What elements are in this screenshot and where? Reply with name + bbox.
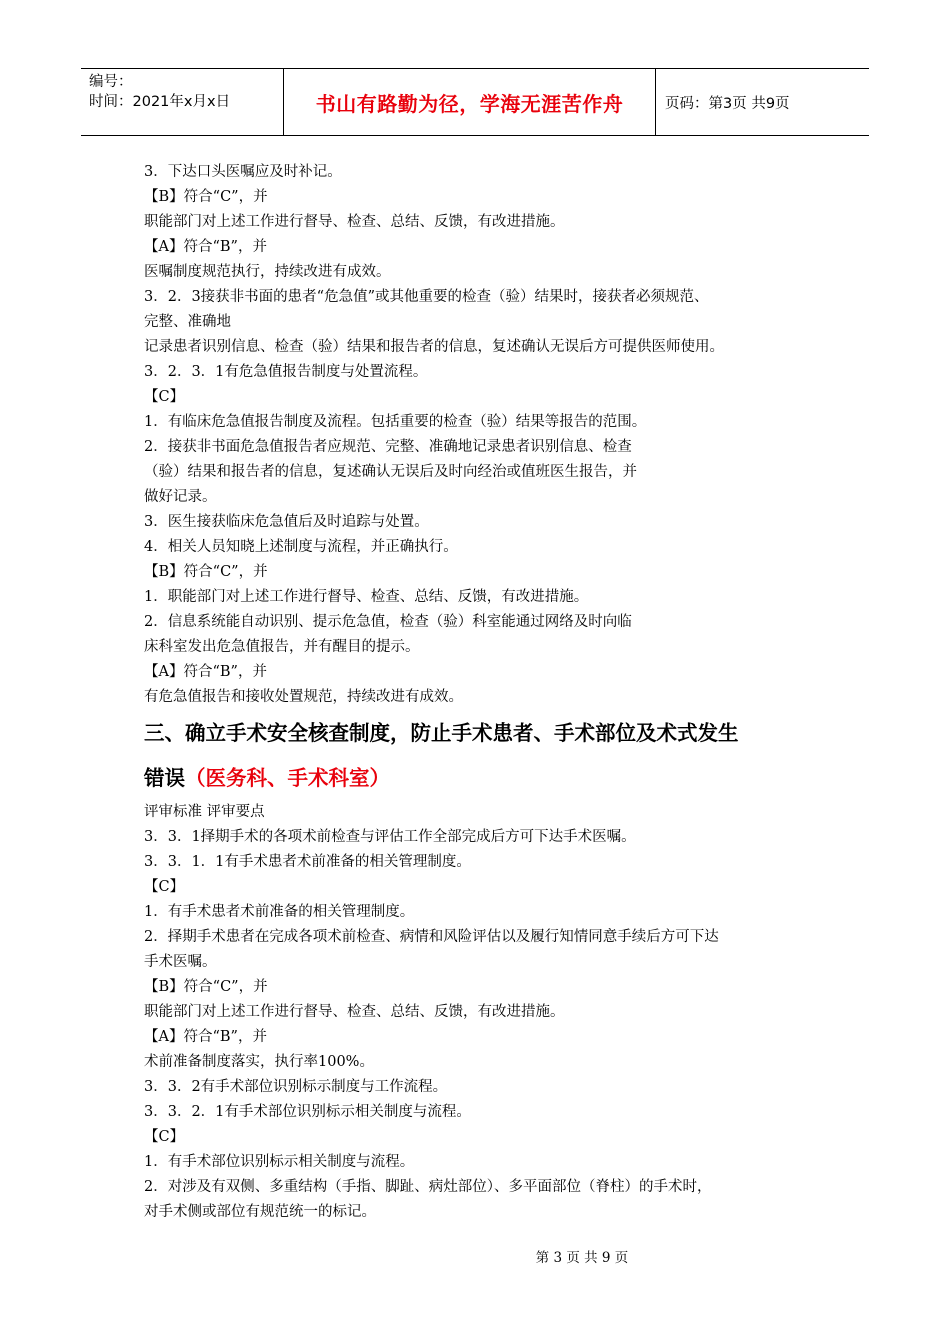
- text-line: 【C】: [144, 879, 185, 895]
- section-heading-line2: [144, 766, 834, 790]
- text-line: 术前准备制度落实，执行率100%。: [144, 1054, 374, 1070]
- text-block-surgery-safety: [144, 800, 834, 1225]
- page-header: [81, 68, 869, 136]
- text-line: 3．3．2．1有手术部位识别标示相关制度与流程。: [144, 1104, 471, 1120]
- text-line: 【B】符合“C”，并: [144, 564, 268, 580]
- text-line: 对手术侧或部位有规范统一的标记。: [144, 1204, 376, 1220]
- text-line: 有危急值报告和接收处置规范，持续改进有成效。: [144, 689, 463, 705]
- text-line: 【C】: [144, 389, 185, 405]
- text-line: 1．有手术患者术前准备的相关管理制度。: [144, 904, 415, 920]
- text-line: 【A】符合“B”，并: [144, 1029, 267, 1045]
- text-line: 手术医嘱。: [144, 954, 217, 970]
- document-date-label: 时间：2021年x月x日: [89, 94, 231, 110]
- text-line: 1．有手术部位识别标示相关制度与流程。: [144, 1154, 415, 1170]
- document-number-label: 编号：: [89, 74, 133, 90]
- text-line: 职能部门对上述工作进行督导、检查、总结、反馈，有改进措施。: [144, 214, 565, 230]
- text-line: 【A】符合“B”，并: [144, 239, 267, 255]
- page-footer: 第 3 页 共 9 页: [535, 1250, 629, 1266]
- text-line: 【A】符合“B”，并: [144, 664, 267, 680]
- text-line: 职能部门对上述工作进行督导、检查、总结、反馈，有改进措施。: [144, 1004, 565, 1020]
- header-motto: 书山有路勤为径，学海无涯苦作舟: [283, 69, 656, 135]
- text-line: （验）结果和报告者的信息，复述确认无误后及时向经治或值班医生报告，并: [144, 464, 637, 480]
- text-line: 【B】符合“C”，并: [144, 979, 268, 995]
- text-line: 做好记录。: [144, 489, 217, 505]
- text-line: 3．3．2有手术部位识别标示制度与工作流程。: [144, 1079, 448, 1095]
- text-line: 床科室发出危急值报告，并有醒目的提示。: [144, 639, 420, 655]
- text-line: 3．3．1择期手术的各项术前检查与评估工作全部完成后方可下达手术医嘱。: [144, 829, 636, 845]
- text-line: 【C】: [144, 1129, 185, 1145]
- text-line: 4．相关人员知晓上述制度与流程，并正确执行。: [144, 539, 458, 555]
- text-line: 3．下达口头医嘱应及时补记。: [144, 164, 342, 180]
- text-line: 3．3．1．1有手术患者术前准备的相关管理制度。: [144, 854, 471, 870]
- text-line: 3．医生接获临床危急值后及时追踪与处置。: [144, 514, 429, 530]
- text-line: 医嘱制度规范执行，持续改进有成效。: [144, 264, 391, 280]
- section-heading-departments: （医务科、手术科室）: [185, 766, 390, 790]
- section-heading-line1: 三、确立手术安全核查制度，防止手术患者、手术部位及术式发生: [144, 721, 739, 745]
- text-line: 3．2．3．1有危急值报告制度与处置流程。: [144, 364, 428, 380]
- header-meta: [81, 69, 283, 135]
- section-heading-text: 错误: [144, 766, 185, 790]
- text-line: 2．对涉及有双侧、多重结构（手指、脚趾、病灶部位）、多平面部位（脊柱）的手术时，: [144, 1179, 712, 1195]
- text-line: 2．择期手术患者在完成各项术前检查、病情和风险评估以及履行知情同意手续后方可下达: [144, 929, 719, 945]
- text-line: 2．接获非书面危急值报告者应规范、完整、准确地记录患者识别信息、检查: [144, 439, 632, 455]
- text-line: 2．信息系统能自动识别、提示危急值，检查（验）科室能通过网络及时向临: [144, 614, 632, 630]
- document-body: [144, 160, 834, 1225]
- text-line: 完整、准确地: [144, 314, 231, 330]
- text-line: 【B】符合“C”，并: [144, 189, 268, 205]
- text-line: 3．2．3接获非书面的患者“危急值”或其他重要的检查（验）结果时，接获者必须规范、: [144, 289, 709, 305]
- text-block-critical-values: [144, 160, 834, 710]
- text-line: 1．有临床危急值报告制度及流程。包括重要的检查（验）结果等报告的范围。: [144, 414, 647, 430]
- text-line: 评审标准 评审要点: [144, 804, 265, 820]
- text-line: 1．职能部门对上述工作进行督导、检查、总结、反馈，有改进措施。: [144, 589, 589, 605]
- header-page-number: 页码：第3页 共9页: [665, 95, 790, 112]
- text-line: 记录患者识别信息、检查（验）结果和报告者的信息，复述确认无误后方可提供医师使用。: [144, 339, 724, 355]
